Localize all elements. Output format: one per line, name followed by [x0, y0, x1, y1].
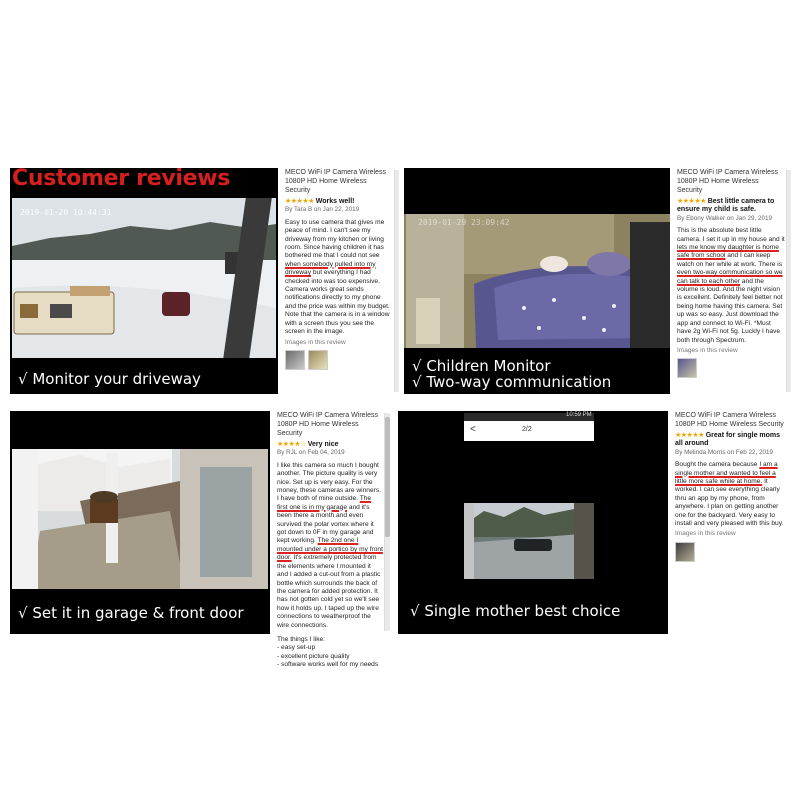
review-scrollbar[interactable] [394, 170, 399, 392]
likes-title: The things I like: [277, 635, 326, 643]
review-text: I like this camera so much I bought another. The picture quality is very nice. Set up is very easy. For the money, these cameras are winners. I have both of mine outside. [277, 461, 381, 503]
review-text: and it's been there a month and even survived the polar vortex where it got down to 0F in my garage and kept working. [277, 503, 374, 545]
driveway-caption: √ Monitor your driveway [18, 370, 201, 388]
review-byline: By Melinda Morris on Feb 22, 2019 [675, 448, 774, 456]
children-caption-line-1: √ Children Monitor [412, 357, 551, 375]
camera-timestamp: 2019-01-29 23:09:42 [418, 218, 510, 227]
star-rating-icon: ★★★★★ [677, 198, 706, 205]
back-arrow-icon[interactable]: < [470, 424, 476, 435]
likes-item: - easy set-up [277, 644, 316, 652]
review-body [675, 461, 787, 528]
review-title: Best little camera to ensure my child is safe. [677, 198, 775, 214]
highlighted-text: I am a single mother and wanted to feel a little more safe while at home. [675, 461, 778, 486]
review-body [285, 219, 393, 337]
review-text: and I can keep watch on her while at work. There is [677, 252, 783, 268]
review-card-2 [677, 168, 785, 400]
review-body [277, 462, 383, 630]
images-in-review-label: Images in this review [285, 338, 346, 346]
images-in-review-label: Images in this review [675, 530, 736, 538]
pager-indicator: 2/2 [522, 426, 532, 433]
star-rating-icon: ★★★★★ [285, 198, 314, 205]
review-text: and the volume is loud. And the night vision is excellent. Definitely feel better not being home having this camera. Set up was so easy. Just download the app and connect to Wi-Fi. *Must have 2g Wi-Fi not 5g. Luckly I have both through Spectrum. [677, 277, 783, 344]
star-rating-icon: ★★★★☆ [277, 441, 306, 448]
product-title: MECO WiFi IP Camera Wireless 1080P HD Home Wireless Security [677, 169, 778, 194]
product-title: MECO WiFi IP Camera Wireless 1080P HD Home Wireless Security [285, 169, 386, 194]
garage-photo-panel [10, 411, 270, 634]
driveway-photo-panel [10, 168, 278, 394]
review-title: Works well! [315, 198, 355, 205]
status-time: 10:59 PM [566, 412, 592, 418]
likes-item: - software works well for my needs [277, 661, 379, 669]
garage-caption: √ Set it in garage & front door [18, 604, 244, 622]
review-image-thumbnail[interactable] [285, 350, 305, 370]
review-text: but everything I had checked into was too expensive. Camera works great sends notifications directly to my phone and the price was within my budget. Note that the camera is in a window with a screen thus you see the screen in the image. [285, 269, 390, 336]
review-text: This is the absolute best little camera. I set it up in my house and it [677, 227, 785, 243]
review-scrollbar[interactable] [786, 170, 791, 392]
review-card-3 [277, 411, 383, 669]
star-rating-icon: ★★★★★ [675, 432, 704, 439]
product-title: MECO WiFi IP Camera Wireless 1080P HD Home Wireless Security [277, 412, 378, 437]
scrollbar-thumb[interactable] [385, 417, 390, 537]
highlighted-text: even two-way communication so we can talk to each other [677, 269, 783, 285]
review-title: Great for single moms all around [675, 432, 781, 448]
product-title: MECO WiFi IP Camera Wireless 1080P HD Home Wireless Security [675, 412, 784, 428]
review-text: Bought the camera because [675, 461, 760, 469]
children-caption-line-2: √ Two-way communication [412, 373, 612, 391]
review-text: It worked. I can see everything clearly thru an app by my phone, from anywhere. I plan on getting another one for the backyard. Very easy to install and very pleased with this buy. [675, 478, 784, 528]
review-byline: By RJL on Feb 04, 2019 [277, 449, 345, 457]
mother-photo-panel [398, 411, 668, 634]
customer-reviews-banner: Customer reviews [12, 166, 231, 191]
children-photo-panel [404, 168, 670, 394]
review-byline: By Ebony Walker on Jan 29, 2019 [677, 214, 772, 222]
highlighted-text: when somebody pulled into my driveway [285, 260, 376, 277]
review-image-thumbnail[interactable] [308, 350, 328, 370]
review-image-thumbnail[interactable] [677, 358, 697, 378]
highlighted-text: The 2nd one I mounted under a portico by my front door. [277, 537, 383, 562]
review-body [677, 227, 785, 345]
camera-timestamp: 2019-01-20 10:44:31 [20, 208, 112, 217]
review-text: It's extremely protected from the elements where I mounted it and I added a cut-out from a plastic bottle which surrounds the back of the camera for added protection. It has not gotten cold yet so we'll see how it holds up. I taped up the wire connections to weatherproof the wire connections. [277, 554, 381, 629]
driveway-camera-image [10, 168, 278, 394]
porch-camera-image [10, 411, 270, 634]
review-card-1 [285, 168, 393, 400]
highlighted-text: lets me know my daughter is home safe from school [677, 244, 779, 260]
review-title: Very nice [307, 441, 339, 448]
review-text: Easy to use camera that gives me peace of mind. I can't see my driveway from my kitchen or living room. Since having children it has bothered me that I could not see [285, 218, 385, 260]
review-scrollbar[interactable] [384, 413, 390, 631]
review-image-thumbnail[interactable] [675, 542, 695, 562]
review-card-4 [675, 411, 787, 634]
street-camera-image [464, 503, 594, 579]
mother-caption: √ Single mother best choice [410, 602, 621, 620]
review-byline: By Tara B on Jan 22, 2019 [285, 206, 360, 214]
images-in-review-label: Images in this review [677, 346, 738, 354]
highlighted-text: The first one is in my garage [277, 495, 372, 511]
likes-item: - excellent picture quality [277, 652, 350, 660]
